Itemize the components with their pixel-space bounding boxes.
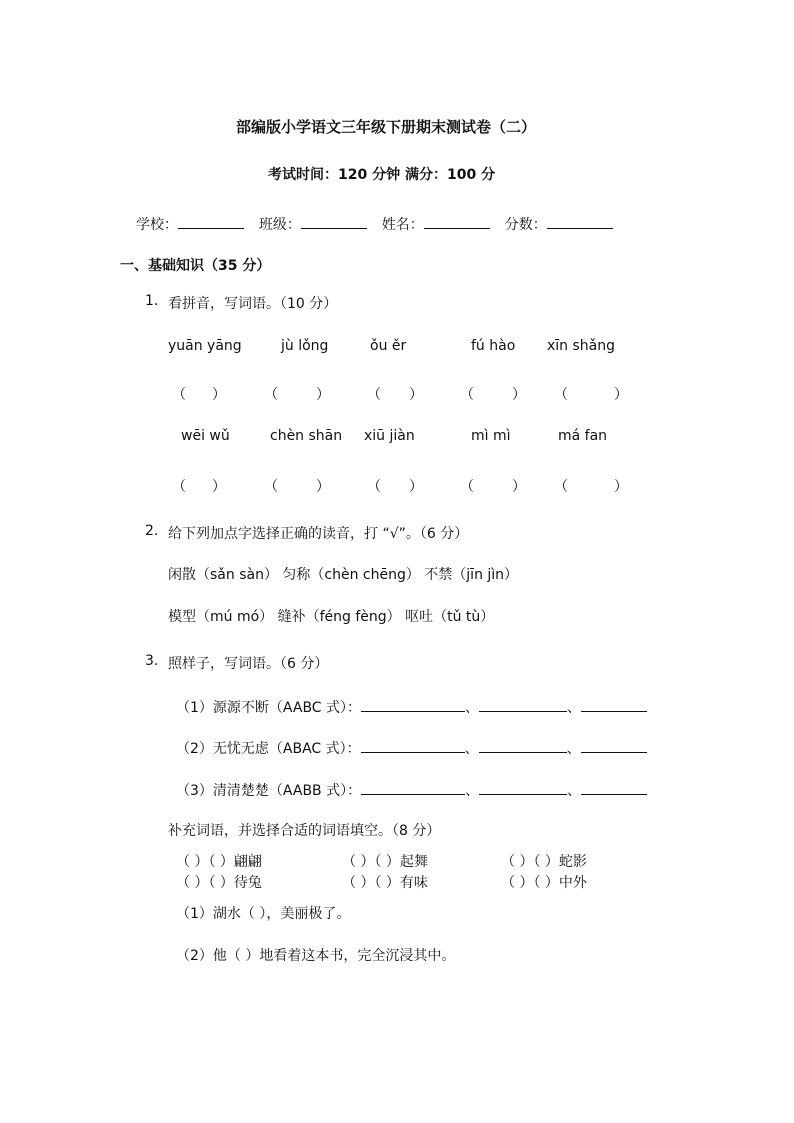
question-number: 3. bbox=[145, 653, 159, 669]
answer-close-paren: ） bbox=[409, 479, 423, 495]
separator: 、 bbox=[566, 741, 581, 757]
student-info-row bbox=[136, 214, 613, 234]
idiom-item: （ ）（ ）有味 bbox=[342, 875, 428, 891]
answer-open-paren: （ bbox=[264, 479, 278, 495]
question-prompt: 补充词语，并选择合适的词语填空。（8 分） bbox=[168, 823, 441, 839]
fill-sentence: （1）湖水（ ），美丽极了。 bbox=[176, 906, 351, 922]
pinyin-item: xīn shǎng bbox=[547, 338, 616, 354]
pattern-row bbox=[176, 697, 647, 717]
answer-open-paren: （ bbox=[460, 479, 474, 495]
answer-open-paren: （ bbox=[264, 387, 278, 403]
pattern-label: （2）无忧无虑（ABAC 式）： bbox=[176, 741, 361, 757]
question-prompt: 给下列加点字选择正确的读音，打 “√”。（6 分） bbox=[168, 526, 469, 542]
pronunciation-line: 模型（mú mó） 缝补（féng fèng） 呕吐（tǔ tù） bbox=[168, 609, 495, 625]
question-number: 2. bbox=[145, 523, 159, 539]
exam-info: 考试时间：120 分钟 满分：100 分 bbox=[268, 167, 496, 183]
pattern-row bbox=[176, 738, 647, 758]
question-prompt: 照样子，写词语。（6 分） bbox=[168, 656, 329, 672]
answer-blank[interactable] bbox=[479, 738, 567, 753]
separator: 、 bbox=[464, 741, 479, 757]
pinyin-item: yuān yāng bbox=[168, 338, 242, 354]
separator: 、 bbox=[465, 700, 480, 716]
page-title: 部编版小学语文三年级下册期末测试卷（二） bbox=[236, 118, 537, 136]
idiom-item: （ ）（ ）起舞 bbox=[342, 854, 428, 870]
school-field[interactable] bbox=[178, 214, 244, 229]
idiom-item: （ ）（ ）蛇影 bbox=[501, 854, 587, 870]
class-label: 班级： bbox=[258, 217, 301, 233]
fill-sentence: （2）他（ ）地看着这本书，完全沉浸其中。 bbox=[176, 948, 456, 964]
answer-open-paren: （ bbox=[172, 387, 186, 403]
answer-blank[interactable] bbox=[479, 697, 567, 712]
answer-blank[interactable] bbox=[581, 697, 647, 712]
pinyin-item: fú hào bbox=[471, 338, 516, 354]
answer-blank[interactable] bbox=[361, 697, 465, 712]
pattern-row bbox=[176, 780, 647, 800]
score-field[interactable] bbox=[547, 214, 613, 229]
name-field[interactable] bbox=[424, 214, 490, 229]
answer-open-paren: （ bbox=[367, 387, 381, 403]
pinyin-item: mì mì bbox=[471, 428, 511, 444]
pinyin-item: ǒu ěr bbox=[370, 338, 407, 354]
answer-close-paren: ） bbox=[316, 387, 330, 403]
answer-close-paren: ） bbox=[512, 479, 526, 495]
class-field[interactable] bbox=[301, 214, 367, 229]
answer-close-paren: ） bbox=[409, 387, 423, 403]
separator: 、 bbox=[465, 783, 480, 799]
answer-close-paren: ） bbox=[212, 479, 226, 495]
pinyin-item: wēi wǔ bbox=[181, 428, 230, 444]
separator: 、 bbox=[567, 700, 582, 716]
pinyin-item: chèn shān bbox=[270, 428, 343, 444]
pronunciation-line: 闲散（sǎn sàn） 匀称（chèn chēng） 不禁（jīn jìn） bbox=[168, 567, 519, 583]
answer-blank[interactable] bbox=[479, 780, 567, 795]
answer-close-paren: ） bbox=[512, 387, 526, 403]
answer-open-paren: （ bbox=[554, 479, 568, 495]
answer-close-paren: ） bbox=[614, 387, 628, 403]
score-label: 分数： bbox=[504, 217, 547, 233]
answer-blank[interactable] bbox=[361, 780, 465, 795]
answer-blank[interactable] bbox=[581, 780, 647, 795]
pattern-label: （3）清清楚楚（AABB 式）： bbox=[176, 783, 362, 799]
name-label: 姓名： bbox=[381, 217, 424, 233]
answer-close-paren: ） bbox=[212, 387, 226, 403]
section-heading: 一、基础知识（35 分） bbox=[120, 258, 271, 274]
school-label: 学校： bbox=[136, 217, 178, 233]
answer-open-paren: （ bbox=[460, 387, 474, 403]
question-number: 1. bbox=[145, 293, 159, 309]
idiom-item: （ ）（ ）中外 bbox=[501, 875, 587, 891]
idiom-item: （ ）（ ）翩翩 bbox=[176, 854, 262, 870]
separator: 、 bbox=[567, 783, 582, 799]
pattern-label: （1）源源不断（AABC 式）： bbox=[176, 700, 362, 716]
answer-open-paren: （ bbox=[172, 479, 186, 495]
question-prompt: 看拼音，写词语。（10 分） bbox=[168, 296, 338, 312]
answer-blank[interactable] bbox=[361, 738, 465, 753]
pinyin-item: jù lǒng bbox=[281, 338, 329, 354]
answer-open-paren: （ bbox=[367, 479, 381, 495]
pinyin-item: xiū jiàn bbox=[364, 428, 415, 444]
answer-blank[interactable] bbox=[581, 738, 647, 753]
answer-close-paren: ） bbox=[316, 479, 330, 495]
pinyin-item: má fan bbox=[558, 428, 608, 444]
idiom-item: （ ）（ ）待兔 bbox=[176, 875, 262, 891]
answer-close-paren: ） bbox=[614, 479, 628, 495]
answer-open-paren: （ bbox=[554, 387, 568, 403]
